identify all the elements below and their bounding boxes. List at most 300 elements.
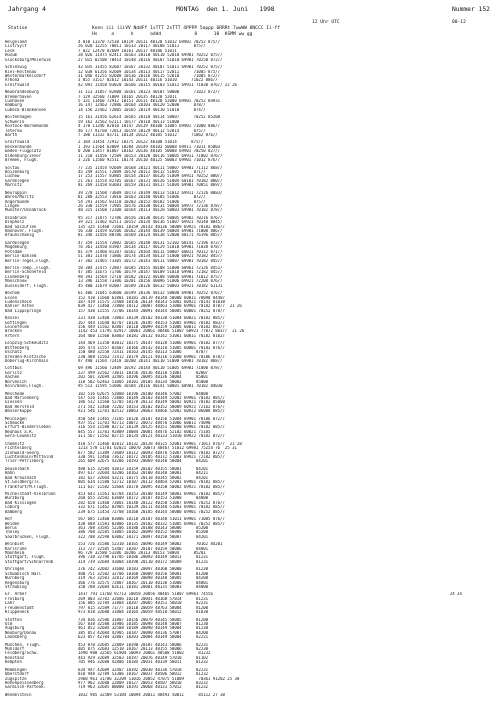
station-name: Schmücke bbox=[5, 421, 25, 426]
station-report: 567 838 32588 31906 10185 20098 40148 58007 81230 bbox=[78, 621, 209, 626]
station-report: 77 235 11454 92609 10168 20121 40111 50007 69901 71112 868// bbox=[78, 165, 223, 170]
station-name: Karlsruhe bbox=[5, 546, 27, 551]
station-report: 1490 908 32565 61904 10093 20061 48508 51002 81232 bbox=[78, 651, 211, 656]
station-report: 623 857 42784 32807 10203 20084 40149 58004 82231 bbox=[78, 635, 209, 640]
station-name: Tholey bbox=[5, 530, 20, 535]
station-report: 634 947 42689 32407 10192 20030 40136 57010 82231 bbox=[78, 667, 209, 672]
station-report: 39 321 11462 82511 10152 20134 40136 51007 69921 70140 8045/ bbox=[78, 220, 223, 225]
station-report: 182 516 62675 52008 10196 20100 40146 57002 84000 bbox=[78, 391, 209, 396]
station-name: Lahr bbox=[5, 601, 15, 606]
station-report: 26 330 11559 71905 10176 20138 40131 50004 69972 72136 878// bbox=[78, 203, 223, 208]
station-report: 7 129 32560 71009 10165 20135 40120 52011 bbox=[78, 94, 177, 99]
station-report: 54 291 31562 83110 10203 20152 40102 51006 875// bbox=[78, 199, 206, 204]
station-name: Nürnberg bbox=[5, 576, 25, 581]
table-row bbox=[0, 284, 504, 288]
station-report: 400 751 32582 32706 10168 20089 40156 58001 81200 bbox=[78, 571, 209, 576]
station-report: 37 382 11465 73305 10172 20143 40111 50007 69901 70182 845// bbox=[78, 258, 223, 263]
station-name: Memmingen bbox=[5, 667, 27, 672]
station-report: 237 499 32562 73011 10156 20136 40118 51001 8200/ bbox=[78, 370, 209, 375]
table-row bbox=[0, 259, 504, 263]
station-report: 16 147 12463 72806 10164 20103 40120 52000 878// bbox=[78, 103, 206, 108]
station-name: Bad Marienberg bbox=[5, 395, 39, 400]
station-name: Öhringen bbox=[5, 567, 25, 572]
station-report: 5 131 11460 72912 10151 20111 40120 52000 69901 70252 84931 bbox=[78, 99, 221, 104]
table-row bbox=[0, 635, 504, 639]
station-report: 157 430 11555 72706 10144 20091 40144 50005 60001 70252 878// bbox=[78, 308, 225, 313]
station-report: 1142 453 11/95 82917 10061 20061 48466 51007 60921 77072 883// 21 26 bbox=[78, 329, 245, 334]
station-name: Aachen bbox=[5, 375, 20, 380]
station-report: 282 658 11460 73001 10148 20122 40150 51007 69901 70252 876// bbox=[78, 500, 225, 505]
station-name: Kempten bbox=[5, 660, 22, 665]
station-report: 1437 791 11/60 92713 10058 20056 48465 51007 69961 74556 bbox=[78, 592, 213, 597]
station-name: Düsseldorf, Flugh. bbox=[5, 283, 49, 288]
station-name: Giessen bbox=[5, 400, 22, 405]
station-report: 438 688 11581 82806 10135 20102 40132 51005 69901 70252 885// bbox=[78, 521, 225, 526]
station-name: Gardelegen bbox=[5, 240, 30, 245]
station-report: 144 469 11350 83012 10175 20147 40128 51006 69901 70182 877// bbox=[78, 341, 225, 346]
station-report: 47 385 11675 71706 10179 20147 40109 51010 69901 72182 845// bbox=[78, 270, 223, 275]
station-report: 111 637 11582 52604 10178 20095 40150 50002 69921 70182 885// bbox=[78, 484, 225, 489]
station-report: 4 170 11346 82810 10147 20119 40108 51005 69901 71000 886// bbox=[78, 124, 221, 129]
station-report: 450 548 11465 73105 10120 20107 40156 51004 69901 70186 872// bbox=[78, 416, 225, 421]
table-row bbox=[0, 108, 504, 112]
station-name: Oberstdorf bbox=[5, 672, 30, 677]
station-name: Hahn bbox=[5, 471, 15, 476]
station-report: 0 200 11457 81007 10162 20136 40105 50008 69901 70250 827// bbox=[78, 149, 221, 154]
station-name: Berlin-Temp.,Flugh. bbox=[5, 265, 51, 270]
station-report: 877 582 11389 73609 10112 20093 48476 51007 69901 70182 872// bbox=[78, 450, 225, 455]
station-name: Klippeneck bbox=[5, 610, 30, 615]
station-report: 51 381 11470 71806 10174 20134 40113 51000 60921 70182 845// bbox=[78, 254, 223, 259]
table-row bbox=[0, 510, 504, 514]
station-report: 453 643 11561 62704 10153 20100 40149 50001 69901 70182 885// bbox=[78, 491, 225, 496]
station-report: 2 184 31454 72912 10175 20122 40108 51014 875// bbox=[78, 140, 204, 145]
station-report: 95 513 11595 51606 10184 20116 40141 50001 60901 70182 84030 bbox=[78, 384, 223, 389]
table-row bbox=[0, 485, 504, 489]
station-name: Angermünde bbox=[5, 199, 30, 204]
station-report: 387 419 11575 72408 10156 20134 40143 51002 60921 70141 81030 bbox=[78, 299, 225, 304]
station-name: Husum bbox=[5, 53, 18, 58]
station-report: 839 427 11460 72808 10112 20087 48463 51008 69901 70182 878// 21 26 bbox=[78, 304, 242, 309]
issue-date: MONTAG den 1. Juni 1998 bbox=[176, 6, 275, 13]
station-report: 719 963 32685 00000 10191 20068 40131 57012 81232 bbox=[78, 685, 209, 690]
station-name: Ueckermünde bbox=[5, 144, 32, 149]
station-name: Kiel-Holtenau bbox=[5, 69, 37, 74]
station-report: 311 567 11562 82715 10134 20121 40133 51010 69922 70182 872// bbox=[78, 434, 225, 439]
station-name: Würzburg bbox=[5, 496, 25, 501]
station-name: München, Flugh. bbox=[5, 642, 42, 647]
station-name: Diepholz bbox=[5, 220, 25, 225]
table-row bbox=[0, 133, 504, 137]
station-name: Fichtelberg bbox=[5, 446, 32, 451]
station-name: Kahler Asten bbox=[5, 304, 34, 309]
station-report: 230 488 11563 72412 10179 20121 40116 51000 69901 70186 878// bbox=[78, 354, 225, 359]
station-name: Schwerin bbox=[5, 119, 25, 124]
station-report: 81 379 11460 81207 10162 20164 40111 50007 60011 70112 871// bbox=[78, 249, 223, 254]
station-name: Doberlug-Kirchhain bbox=[5, 359, 49, 363]
table-row bbox=[0, 309, 504, 313]
station-report: 15 161 31456 62614 10165 20118 40114 50007 70252 85200 bbox=[78, 115, 221, 120]
station-name: Westermarkelsdorf bbox=[5, 73, 46, 78]
station-report: 921 546 11/01 82512 10063 20063 48466 52002 60922 86008 885// bbox=[78, 409, 225, 414]
station-report: 56 338 11459 82506 10162 20144 40139 50004 69901 71000 886// bbox=[78, 229, 223, 234]
table-row bbox=[0, 693, 504, 697]
table-row bbox=[0, 409, 504, 413]
station-report: 453 870 32685 22809 10190 20107 40143 58006 82231 bbox=[78, 642, 209, 647]
station-report: 480 615 32584 43013 10159 20102 40155 58001 84201 bbox=[78, 466, 209, 471]
station-name: Hamburg bbox=[5, 103, 22, 108]
station-report: 1213 578 11/01 62021 10070 20073 48467 51012 69901 75254 76 25 31 bbox=[78, 446, 237, 451]
station-name: Bochum bbox=[5, 291, 20, 296]
station-report: 734 836 32586 31807 10156 20079 40145 58005 81200 bbox=[78, 617, 209, 622]
station-report: 268 655 32582 63609 10172 20107 40153 51000 84800 bbox=[78, 496, 209, 501]
time-line: 12 Uhr UTC bbox=[312, 20, 340, 25]
station-report: 98 393 11564 72710 10182 20122 40108 50000 69901 71012 875// bbox=[78, 274, 223, 279]
station-name: Bremerhaven bbox=[5, 94, 32, 99]
station-name: Osnabrück bbox=[5, 215, 27, 220]
table-row bbox=[0, 434, 504, 438]
station-report: 43 035 11455 82607 10167 20132 40107 51011 69901 70252 875// bbox=[78, 65, 223, 70]
station-report: 39 270 11560 73609 10173 20149 40113 51012 69911 72126 8083/ bbox=[78, 190, 223, 195]
station-name: Bad Hersfeld bbox=[5, 404, 34, 409]
station-report: 95 317 11875 72706 10156 20138 40135 50005 69902 70216 876// bbox=[78, 215, 223, 220]
page-header bbox=[0, 6, 504, 16]
station-name: Dresden-Klotzsche bbox=[5, 354, 46, 359]
station-report: 547 526 11465 72806 10149 20103 40149 52002 69901 70182 885// bbox=[78, 395, 225, 400]
station-name: Neubrandenburg bbox=[5, 90, 39, 95]
station-name: Greifswald bbox=[5, 140, 30, 145]
station-report: 405 875 32683 12510 10167 20113 40155 58006 82230 bbox=[78, 647, 209, 652]
station-report: 973 818 32680 31804 10164 20059 48510 58012 81830 bbox=[78, 610, 209, 615]
station-name: Soltau bbox=[5, 165, 20, 170]
station-name: Zugspitze bbox=[5, 676, 27, 681]
station-report: 805 634 11580 52712 10107 20112 48464 52001 69901 70182 885// bbox=[78, 480, 225, 485]
station-report: 48 315 11560 72308 10164 20113 40128 50003 69901 70182 878// bbox=[78, 208, 223, 213]
table-row bbox=[0, 83, 504, 87]
station-name: Gera-Leumnitz bbox=[5, 434, 37, 439]
station-name: Ulm bbox=[5, 621, 13, 626]
station-report: 81 269 11458 83603 10159 20131 40117 51004 69901 70051 869// bbox=[78, 183, 223, 188]
table-row bbox=[0, 610, 504, 614]
table-row bbox=[0, 660, 504, 664]
station-name: Emden-Flugplatz bbox=[5, 149, 42, 154]
station-name: Feldberg/Schw. bbox=[5, 651, 39, 656]
station-name: Bad Kissingen bbox=[5, 500, 37, 505]
station-report: 350 788 32684 62611 10181 20081 40135 58003 84800 bbox=[78, 584, 209, 589]
station-name: Michelstadt-Vielbrunn bbox=[5, 491, 56, 496]
station-report: 96 729 32580 53206 10206 20113 40153 58004 85201 bbox=[78, 551, 206, 556]
station-name: Chemnitz bbox=[5, 441, 25, 446]
station-name: Barth bbox=[5, 133, 18, 138]
station-name: Potsdam bbox=[5, 249, 22, 254]
station-report: 31 046 41255 82608 10136 20116 40115 52010 71005 872// bbox=[78, 73, 221, 78]
station-report: 1832 985 32589 53104 10094 20011 48493 50011 85112 27 30 bbox=[78, 692, 225, 697]
station-name: Glücksburg/Meierwik bbox=[5, 57, 51, 62]
station-report: 156 805 32784 31804 10207 20065 40151 58010 82231 bbox=[78, 601, 209, 606]
station-name: Cottbus bbox=[5, 366, 22, 371]
station-report: 45 400 11679 82007 10189 20126 40132 50003 69921 70182 61131 bbox=[78, 283, 223, 288]
station-name: Leck bbox=[5, 48, 15, 53]
station-report: 118 502 62463 51005 10101 20105 40134 50002 85000 bbox=[78, 379, 209, 384]
station-name: Wasserkuppe bbox=[5, 409, 32, 414]
station-report: 314 739 32684 43004 10190 20110 40172 58009 81231 bbox=[78, 559, 209, 564]
station-name: Brocken bbox=[5, 329, 22, 334]
station-report: 356 449 11562 82807 10110 20099 40159 51006 60011 70182 883// bbox=[78, 325, 225, 330]
station-name: Freiburg bbox=[5, 596, 25, 601]
station-name: Stötten bbox=[5, 617, 22, 622]
station-name: Bamberg bbox=[5, 509, 22, 514]
station-report: 17 253 11557 83805 10154 20137 40126 51009 69911 70252 880// bbox=[78, 174, 223, 179]
station-name: Bad Lippspringe bbox=[5, 308, 42, 313]
station-name: Schwäbisch Hall bbox=[5, 571, 42, 576]
station-name: Bremen, Flugh. bbox=[5, 158, 39, 163]
station-name: Trier-Petrisberg bbox=[5, 459, 44, 464]
station-report: 366 776 32575 72807 10167 20110 40138 51008 84801 bbox=[78, 580, 209, 585]
table-row bbox=[0, 183, 504, 187]
table-row bbox=[0, 459, 504, 463]
station-report: 497 617 32684 43206 10163 20100 40148 58001 84211 bbox=[78, 471, 209, 476]
station-report: 46 177 91/60 72813 10159 20129 40112 52014 875// bbox=[78, 128, 206, 133]
station-name: Berus bbox=[5, 525, 18, 530]
station-report: 11 113 31057 82808 10161 20123 40107 50000 71022 872// bbox=[78, 90, 221, 95]
station-name: Hohenpeissenberg bbox=[5, 681, 44, 685]
station-name: Neuruppin bbox=[5, 190, 27, 195]
station-report: 265 609 32675 43206 10193 20069 40140 58004 84201 bbox=[78, 459, 209, 464]
volume-label: Jahrgang 4 bbox=[8, 6, 46, 13]
station-name: Freudenstadt bbox=[5, 605, 34, 610]
station-report: 150 480 32558 72411 10163 20145 40113 51006 878// bbox=[78, 350, 209, 355]
station-report: 14 156 22462 72805 10165 20119 40110 51010 874// bbox=[78, 107, 206, 112]
station-name: Stuttgart/Schnarrenb bbox=[5, 559, 54, 564]
station-name: Görlitz bbox=[5, 370, 22, 375]
station-report: 182 627 32664 43211 10175 20118 40145 58002 84201 bbox=[78, 475, 209, 480]
station-report: 13 396 11558 73306 10201 20156 40096 51006 69921 72208 876// bbox=[78, 279, 223, 284]
station-name: Meschede bbox=[5, 391, 25, 396]
station-report: 3 226 11560 92511 10174 20110 40125 50003 69901 71012 876// bbox=[78, 158, 221, 163]
station-name: Nörvenich bbox=[5, 379, 27, 384]
station-report: 11 210 11456 72509 10153 20128 40116 50005 69911 71002 876// bbox=[78, 153, 223, 158]
station-report: 12 038 61356 82609 10134 20113 40117 52011 71005 875// bbox=[78, 69, 221, 74]
station-report: 231 438 11460 73003 10139 20102 40138 51004 60021 70182 885// bbox=[78, 316, 225, 321]
table-row bbox=[0, 585, 504, 589]
station-report: 28 026 11475 82411 10163 20110 40110 52010 69901 70252 875// bbox=[78, 53, 223, 58]
station-report: 47 359 11554 72802 10165 20148 40131 52102 60141 72196 872// bbox=[78, 240, 223, 245]
table-row bbox=[0, 685, 504, 689]
station-name: Münster/Osnabrück bbox=[5, 208, 46, 213]
station-name: Meiningen bbox=[5, 416, 27, 421]
station-report: 112 727 32585 53407 10207 20107 40159 58006 84801 bbox=[78, 546, 209, 551]
station-report: 50 384 11475 72807 10185 20155 40108 51000 60961 72126 8451/ bbox=[78, 265, 223, 270]
station-report: 135 325 11460 72601 10159 20143 40136 50009 69921 70182 886// bbox=[78, 224, 225, 229]
station-name: Essen bbox=[5, 295, 18, 300]
station-name: List/Sylt bbox=[5, 44, 27, 49]
station-name: Berlin-Dahlem bbox=[5, 254, 37, 259]
station-report: 3 055 3151/ 82612 10143 20111 40116 51010 71022 886// bbox=[78, 78, 218, 83]
column-units: Hs a h oddd 8 10 KSMM ww gg bbox=[92, 32, 253, 37]
station-name: Landsberg bbox=[5, 635, 27, 640]
station-name: Schleswig bbox=[5, 65, 27, 70]
station-name: Boizenburg bbox=[5, 169, 30, 174]
station-report: 59 162 32562 62111 10177 20118 40113 51008 bbox=[78, 119, 180, 124]
station-report: 269 803 32782 32606 10218 20041 40168 57014 81231 bbox=[78, 596, 209, 601]
station-name: Marnitz bbox=[5, 183, 22, 188]
station-report: 81 280 32553 73810 10163 20140 40105 51006 872// bbox=[78, 195, 206, 200]
station-report: 271 542 11460 72202 10153 20102 40152 50009 60921 72162 876// bbox=[78, 404, 225, 409]
station-name: Augsburg bbox=[5, 626, 25, 631]
station-name: Hof bbox=[5, 517, 13, 522]
station-report: 42 091 11458 83020 10166 20115 40103 51012 69911 71030 876// 22 26 bbox=[78, 82, 237, 87]
station-extra: 24 34 bbox=[445, 592, 462, 597]
station-name: Weiden bbox=[5, 521, 20, 526]
station-name: Mannheim bbox=[5, 551, 25, 556]
station-report: 418 577 11466 82812 10132 20128 40125 52001 69901 71011 876// 21 28 bbox=[78, 441, 242, 446]
station-name: Lüdenscheid bbox=[5, 299, 32, 304]
station-report: 385 853 42684 42905 10187 20090 40136 57007 84200 bbox=[78, 630, 209, 635]
table-row bbox=[0, 58, 504, 62]
table-row bbox=[0, 233, 504, 237]
station-report: 81 348 11456 80706 10169 20124 40138 52000 60171 76196 885// bbox=[78, 233, 223, 238]
station-name: Kassel bbox=[5, 316, 20, 321]
station-report: 461 852 32684 32508 10189 20090 40149 58004 81230 bbox=[78, 626, 209, 631]
station-report: 332 671 11462 82905 10139 20111 40148 51003 69901 70182 885// bbox=[78, 505, 225, 510]
station-report: 937 552 11/01 92713 10072 20072 48476 51006 60011 74090 bbox=[78, 421, 211, 426]
station-report: 363 708 33585 52206 10180 20108 40143 58006 85200 bbox=[78, 525, 209, 530]
station-report: 845 557 11/01 92809 10084 20081 48476 52102 60021 75185 bbox=[78, 429, 211, 434]
station-name: Wendelstein bbox=[5, 692, 32, 697]
station-name: Deuselbach bbox=[5, 466, 30, 471]
station-name: Waren/Müritz bbox=[5, 195, 34, 200]
station-name: Saarbrücken, Flugh. bbox=[5, 534, 51, 539]
station-report: 61 406 11645 63600 10199 20136 40132 50000 69901 70252 876// bbox=[78, 291, 223, 296]
station-name: Berlin-Schönefeld bbox=[5, 270, 46, 275]
column-codes: Kenn iii iiiVV NddFf 1sTTT 2sTTT 4PPPP 5appp 6RRRt 7wwWW 8NCCC Ii-ff bbox=[92, 26, 281, 31]
station-name: Hannover, Flugh. bbox=[5, 229, 44, 234]
station-name: Lüchow bbox=[5, 174, 20, 179]
station-name: Manschnow bbox=[5, 279, 27, 284]
run-line: 00-12 bbox=[452, 20, 466, 25]
station-report: 7 180 11332 83711 10134 20122 40105 51012 71062 876// bbox=[78, 133, 218, 138]
station-report: 97 490 11564 72410 10200 20141 40110 51008 69901 70182 868// bbox=[78, 359, 223, 363]
station-name: Gr. Arber bbox=[5, 592, 27, 597]
station-report: 26 020 12255 70811 10133 20117 40108 51011 875// bbox=[78, 44, 206, 49]
station-report: 152 410 11660 62801 10181 20119 40148 50000 60011 78090 8440/ bbox=[78, 295, 225, 300]
station-name: Leinefelde bbox=[5, 325, 30, 330]
station-report: 45 249 32551 72809 10170 20112 40112 51005 871// bbox=[78, 169, 206, 174]
station-name: Regensburg bbox=[5, 580, 30, 585]
station-report: 2960 961 31/86 32209 11016 20052 47075 51009 70361 91202 25 30 bbox=[78, 676, 240, 681]
station-name: Lingen bbox=[5, 203, 20, 208]
station-report: 705 946 32688 42806 10184 20031 40139 58011 81232 bbox=[78, 660, 209, 665]
station-name: Cuxhaven bbox=[5, 99, 25, 104]
station-report: 810 948 32789 53306 10167 20037 48506 50012 81232 bbox=[78, 672, 209, 677]
station-column-label: Station bbox=[8, 26, 28, 31]
station-name: Coburg bbox=[5, 505, 20, 510]
station-name: Helgoland bbox=[5, 40, 27, 44]
station-report: 76 361 11450 81907 10134 20117 40129 51010 69901 71038 878// bbox=[78, 245, 223, 250]
station-name: Oschatz bbox=[5, 350, 22, 355]
station-name: Leipzig-Schkeuditz bbox=[5, 341, 49, 346]
station-name: Erfurt-Bindersleben bbox=[5, 425, 51, 430]
station-name: Oldenburg/Jever bbox=[5, 153, 42, 158]
station-name: Bad Salzuflen bbox=[5, 224, 37, 229]
station-name: Lüchtenhain/Mittelnd bbox=[5, 455, 54, 460]
station-name: Göttingen bbox=[5, 320, 27, 325]
synop-table bbox=[0, 40, 504, 697]
station-name: Berlin-Tegel,Flugh. bbox=[5, 258, 51, 263]
station-report: 443 929 32689 32503 10197 20076 40149 57010 81102 bbox=[78, 655, 209, 660]
station-name: Neuhaus a.R. bbox=[5, 429, 34, 434]
station-report: 553 726 31586 52310 10165 20096 40149 58002 70162 84201 bbox=[78, 542, 223, 547]
table-row bbox=[0, 359, 504, 363]
station-report: 276 742 32682 31600 10183 20097 40160 58000 81230 bbox=[78, 567, 209, 572]
station-report: 7 022 12470 82609 10161 20117 40106 51011 bbox=[78, 48, 177, 53]
table-row bbox=[0, 384, 504, 388]
station-name: Weinbiet bbox=[5, 542, 25, 547]
station-report: 167 444 11640 82707 10126 20105 40153 51005 69901 70182 883// bbox=[78, 320, 225, 325]
station-report: 567 685 11460 83006 10118 20107 40148 51011 69901 71005 876// bbox=[78, 517, 225, 522]
table-row bbox=[0, 158, 504, 162]
station-name: Lübeck-Blankensee bbox=[5, 107, 46, 112]
station-name: Konstanz bbox=[5, 655, 25, 660]
station-name: Straubing bbox=[5, 584, 27, 589]
station-name: Braunschweig bbox=[5, 233, 34, 238]
station-report: 202 501 32694 32405 10196 20095 40136 50004 85001 bbox=[78, 375, 209, 380]
station-name: Teterow bbox=[5, 128, 22, 133]
station-report: 164 460 11560 83003 10181 20132 40142 51001 60011 70182 8102/ bbox=[78, 333, 225, 338]
station-name: Frankfurt/M.Flugh. bbox=[5, 484, 49, 489]
station-name: Rostock-Warnemünde bbox=[5, 124, 49, 129]
station-name: Boltenhagen bbox=[5, 115, 32, 120]
station-name: Stuttgart, Flugh. bbox=[5, 555, 46, 560]
station-name: Arkona bbox=[5, 78, 20, 83]
station-report: 1 193 11564 63009 10204 20149 40103 50008 69911 71011 85003 bbox=[78, 144, 221, 149]
station-report: 27 015 82500 70414 10148 20116 40107 51010 69901 70250 872// bbox=[78, 57, 223, 62]
station-name: Magdeburg bbox=[5, 245, 27, 250]
issue-number: Nummer 152 bbox=[452, 6, 490, 13]
station-report: 105 474 11557 82607 10166 20142 40118 51005 60001 70182 876// bbox=[78, 345, 225, 350]
station-report: 186 532 11560 52705 10178 20113 40149 50002 60921 70182 85000 bbox=[78, 400, 225, 405]
station-name: Greifswald bbox=[5, 82, 30, 87]
station-name: Garmisch-Partenk. bbox=[5, 685, 46, 690]
table-row bbox=[0, 560, 504, 564]
station-report: 239 675 11454 72708 10160 20105 40144 50000 69901 70252 885// bbox=[78, 509, 225, 514]
station-name: Artern bbox=[5, 333, 20, 338]
station-name: Mühldorf bbox=[5, 647, 25, 652]
station-report: 977 962 32680 22809 10127 20053 48507 58010 83232 bbox=[78, 681, 209, 685]
station-report: 21 261 11554 82705 10167 20131 40126 51004 60101 70182 880// bbox=[78, 178, 223, 183]
table-row bbox=[0, 334, 504, 338]
station-name: Bad Kreuznach bbox=[5, 475, 37, 480]
station-report: 322 708 32590 63002 10171 20097 40150 58007 84201 bbox=[78, 534, 209, 539]
table-row bbox=[0, 208, 504, 212]
station-name: St.Goldberg/Ts. bbox=[5, 480, 42, 485]
station-report: 330 591 11460 73612 10172 20105 40112 51003 69921 72182 885// bbox=[78, 455, 225, 460]
station-report: 386 708 32585 53005 10162 20099 40152 58008 85200 bbox=[78, 530, 209, 535]
station-report: 797 815 32589 71/// 10110 20059 48763 58004 81200 bbox=[78, 605, 209, 610]
station-name: Lindenberg bbox=[5, 274, 30, 279]
station-name: Gardelegen bbox=[5, 178, 30, 183]
station-report: 4 010 11370 72510 10119 20111 40120 51012 69901 70252 875// bbox=[78, 40, 221, 44]
station-report: 396 738 32798 61705 10186 20093 40149 58011 81231 bbox=[78, 555, 209, 560]
station-name: Neuburg/Donau bbox=[5, 630, 37, 635]
station-name: Köln/Bonn,Flugh. bbox=[5, 384, 44, 389]
table-row bbox=[0, 535, 504, 539]
station-name: Zinnwald-Georg. bbox=[5, 450, 42, 455]
station-report: 319 763 32581 32812 10169 20098 40148 58005 84208 bbox=[78, 576, 209, 581]
station-report: 69 496 11560 72409 10192 20144 40110 51005 69901 71000 878// bbox=[78, 366, 223, 371]
station-name: Wittenberg bbox=[5, 345, 30, 350]
station-report: 316 554 11580 82712 10139 20125 40151 50000 69901 70182 885// bbox=[78, 425, 225, 430]
